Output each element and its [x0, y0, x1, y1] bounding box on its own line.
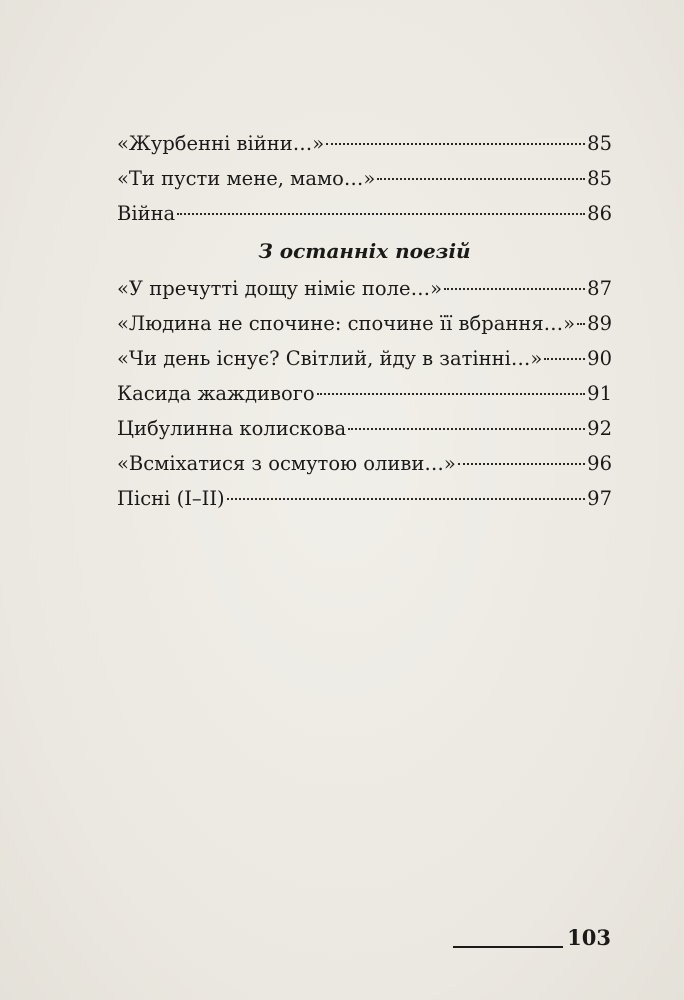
toc-leader-dots	[458, 463, 585, 465]
toc-entry	[117, 126, 612, 161]
toc-entry	[117, 161, 612, 196]
toc-entry-title: «Всміхатися з осмутою оливи…»	[117, 452, 456, 475]
toc-entry	[117, 341, 612, 376]
toc-leader-dots	[377, 178, 585, 180]
toc-leader-dots	[227, 498, 586, 500]
table-of-contents	[117, 126, 612, 516]
toc-entry-page: 96	[587, 452, 612, 475]
toc-entry-title: «У пречутті дощу німіє поле…»	[117, 277, 443, 300]
toc-entry	[117, 271, 612, 306]
toc-entry-page: 89	[587, 312, 612, 335]
toc-entry-page: 92	[587, 417, 612, 440]
toc-entry	[117, 306, 612, 341]
toc-entry-title: Касида жаждивого	[117, 382, 315, 405]
toc-entry	[117, 196, 612, 231]
toc-leader-dots	[544, 358, 585, 360]
toc-entry	[117, 446, 612, 481]
footer-rule	[453, 946, 563, 948]
toc-entry-page: 85	[587, 132, 612, 155]
toc-leader-dots	[177, 213, 585, 215]
toc-entry-page: 91	[587, 382, 612, 405]
toc-leader-dots	[317, 393, 586, 395]
toc-entry-page: 85	[587, 167, 612, 190]
toc-entry	[117, 481, 612, 516]
toc-leader-dots	[444, 288, 585, 290]
toc-entry-title: «Ти пусти мене, мамо…»	[117, 167, 376, 190]
toc-leader-dots	[326, 143, 585, 145]
toc-entry-title: Війна	[117, 202, 176, 225]
toc-entry	[117, 376, 612, 411]
toc-entry-page: 97	[587, 487, 612, 510]
toc-entry-title: «Чи день існує? Світлий, йду в затінні…»	[117, 347, 543, 370]
toc-entry-page: 87	[587, 277, 612, 300]
toc-entry-page: 90	[587, 347, 612, 370]
section-heading: З останніх поезій	[258, 239, 471, 263]
toc-entry-title: Цибулинна колискова	[117, 417, 347, 440]
toc-leader-dots	[577, 323, 585, 325]
toc-entry-title: Пісні (I–II)	[117, 487, 225, 510]
toc-leader-dots	[348, 428, 585, 430]
page-number: 103	[567, 925, 611, 950]
toc-entry-title: «Людина не спочине: спочине її вбрання…»	[117, 312, 576, 335]
page-footer	[453, 922, 611, 958]
toc-entry	[117, 411, 612, 446]
toc-entry-page: 86	[587, 202, 612, 225]
toc-entry-title: «Журбенні війни…»	[117, 132, 325, 155]
